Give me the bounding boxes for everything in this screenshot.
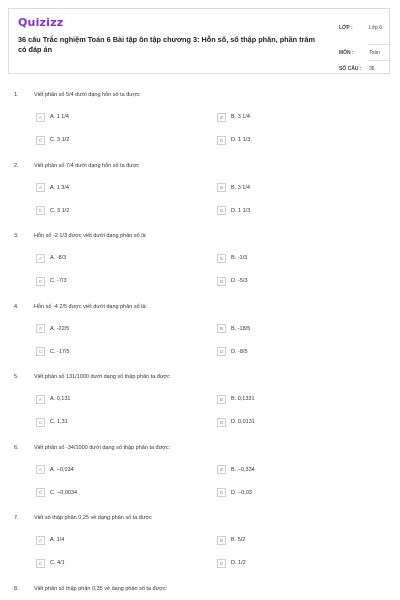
option-letter-box: A: [36, 113, 45, 122]
answer-option[interactable]: [217, 324, 250, 334]
answer-option[interactable]: [36, 558, 65, 568]
option-letter-box: D: [217, 277, 226, 286]
option-text: B. 0,1331: [231, 396, 255, 402]
option-letter-box: D: [217, 347, 226, 356]
answer-option[interactable]: [217, 347, 248, 357]
answer-option[interactable]: [36, 135, 69, 145]
question-number: 5.: [14, 374, 19, 380]
option-text: D. 1/2: [231, 560, 246, 566]
question-number: 7.: [14, 515, 19, 521]
option-letter-box: C: [36, 418, 45, 427]
question-text: Viết phân số 5/4 dưới dạng hỗn số ta được:: [34, 92, 141, 98]
question-text: Viết số thập phân 0,25 về dạng phân số ta được: [34, 515, 152, 521]
answer-option[interactable]: [217, 206, 250, 216]
option-letter-box: C: [36, 136, 45, 145]
answer-option[interactable]: [36, 347, 70, 357]
option-letter-box: C: [36, 206, 45, 215]
question-text: Hỗn số -4 2/5 được viết dưới dạng phân số là:: [34, 303, 148, 310]
answer-option[interactable]: [217, 558, 246, 568]
option-text: D. 0,0131: [231, 419, 255, 425]
option-letter-box: D: [217, 488, 226, 497]
meta-class-label: LỚP :: [339, 25, 353, 31]
answer-option[interactable]: [217, 394, 255, 404]
option-text: D. -5/3: [231, 278, 248, 284]
answer-option[interactable]: [36, 112, 69, 122]
question-text: Hỗn số -2 1/3 được viết dưới dạng phân số là: [34, 233, 146, 239]
meta-class: [339, 25, 391, 31]
question-text: Viết phân số thập phân 0,35 về dạng phân số ta được:: [34, 585, 168, 592]
option-letter-box: B: [217, 113, 226, 122]
option-letter-box: D: [217, 206, 226, 215]
option-text: A. -22/5: [50, 325, 70, 332]
meta-subject: [339, 50, 391, 56]
answer-option[interactable]: [217, 253, 247, 263]
question-number: 6.: [14, 444, 19, 451]
option-letter-box: A: [36, 395, 45, 404]
option-text: D. 1 1/3: [231, 207, 251, 214]
answer-option[interactable]: [36, 253, 66, 263]
answer-option[interactable]: [217, 112, 250, 122]
option-text: C. -17/5: [50, 348, 70, 355]
option-text: C. 1,31: [50, 419, 68, 425]
answer-option[interactable]: [36, 324, 69, 334]
answer-option[interactable]: [217, 535, 245, 545]
option-text: A. 1 1/4: [50, 114, 69, 120]
option-letter-box: B: [217, 324, 226, 333]
answer-option[interactable]: [217, 488, 252, 498]
meta-divider: [369, 60, 391, 61]
option-letter-box: A: [36, 465, 45, 474]
option-letter-box: C: [36, 347, 45, 356]
question-text: Viết phân số 131/1000 dưới dạng số thập phân ta được: [34, 374, 170, 380]
option-text: D. 1 1/3: [231, 137, 251, 143]
option-letter-box: B: [217, 254, 226, 263]
answer-option[interactable]: [36, 417, 68, 427]
option-text: C. 3 1/2: [50, 137, 70, 143]
answer-option[interactable]: [36, 488, 77, 498]
option-text: C. 4/1: [50, 560, 65, 566]
quizizz-logo[interactable]: Quizizz: [18, 16, 64, 29]
option-text: A. -8/3: [50, 255, 67, 261]
option-text: D. −0,03: [231, 489, 252, 496]
answer-option[interactable]: [36, 535, 64, 545]
option-letter-box: B: [217, 183, 226, 192]
option-text: B. −0,334: [231, 466, 255, 473]
option-letter-box: B: [217, 465, 226, 474]
question-number: 8.: [14, 585, 19, 592]
option-text: B. -18/5: [231, 325, 251, 332]
option-text: B. 3 1/4: [231, 114, 250, 120]
option-letter-box: C: [36, 488, 45, 497]
question-text: Viết phân số 7/4 dưới dạng hỗn số ta được: [34, 162, 140, 169]
answer-option[interactable]: [36, 276, 67, 286]
question-number: 3.: [14, 233, 19, 239]
option-text: C. -7/3: [50, 278, 67, 284]
document-header: [8, 8, 390, 74]
question-text: Viết phân số -34/1000 dưới dạng số thập phân ta được:: [34, 444, 171, 451]
option-text: A. 1 3/4: [50, 184, 69, 191]
option-text: B. 3 1/4: [231, 184, 250, 191]
option-text: A. −0,034: [50, 466, 74, 473]
option-text: A. 0,131: [50, 396, 71, 402]
meta-subject-label: MÔN :: [339, 50, 354, 56]
meta-class-value: Lớp 6: [369, 25, 383, 31]
option-text: B. -1/3: [231, 255, 248, 261]
answer-option[interactable]: [217, 417, 255, 427]
answer-option[interactable]: [36, 183, 69, 193]
option-text: C. 3 1/2: [50, 207, 70, 214]
option-letter-box: D: [217, 136, 226, 145]
answer-option[interactable]: [217, 135, 250, 145]
option-text: B. 5/2: [231, 537, 246, 543]
document-title: 36 câu Trắc nghiệm Toán 6 Bài tập ôn tập chương 3: Hỗn số, số thập phân, phần trăm có đáp án: [18, 35, 315, 54]
answer-option[interactable]: [36, 465, 74, 475]
answer-option[interactable]: [36, 206, 69, 216]
meta-count: [339, 66, 391, 72]
option-letter-box: B: [217, 536, 226, 545]
option-text: C. −0,0034: [50, 489, 78, 496]
option-letter-box: A: [36, 183, 45, 192]
meta-count-value: 36: [369, 66, 375, 72]
option-letter-box: C: [36, 277, 45, 286]
meta-divider: [369, 44, 391, 45]
answer-option[interactable]: [217, 276, 248, 286]
option-letter-box: D: [217, 418, 226, 427]
option-letter-box: A: [36, 324, 45, 333]
meta-subject-value: Toán: [369, 50, 380, 56]
answer-option[interactable]: [36, 394, 71, 404]
option-text: D. -8/5: [231, 348, 248, 355]
meta-count-label: SỐ CÂU :: [339, 66, 362, 72]
option-letter-box: D: [217, 559, 226, 568]
question-number: 2.: [14, 162, 19, 169]
option-text: A. 1/4: [50, 537, 65, 543]
option-letter-box: B: [217, 395, 226, 404]
answer-option[interactable]: [217, 183, 250, 193]
option-letter-box: A: [36, 254, 45, 263]
option-letter-box: A: [36, 536, 45, 545]
question-number: 1.: [14, 92, 19, 98]
option-letter-box: C: [36, 559, 45, 568]
question-number: 4.: [14, 303, 19, 310]
answer-option[interactable]: [217, 465, 255, 475]
